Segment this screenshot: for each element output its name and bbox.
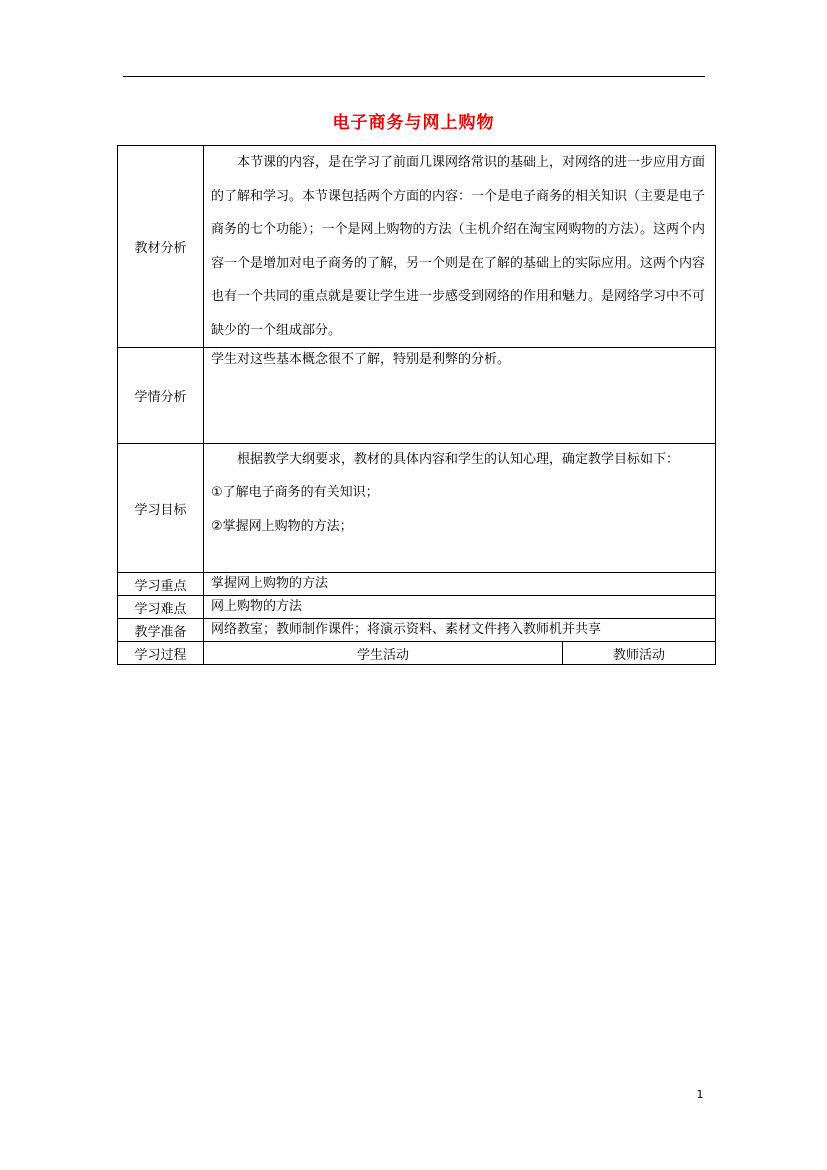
row-key-points	[118, 573, 716, 596]
page-number: 1	[696, 1088, 704, 1101]
content-learning-goals	[204, 444, 716, 573]
label-difficulties: 学习难点	[118, 596, 204, 619]
label-preparation: 教学准备	[118, 619, 204, 642]
row-difficulties	[118, 596, 716, 619]
row-student-analysis	[118, 348, 716, 444]
label-key-points: 学习重点	[118, 573, 204, 596]
content-student-analysis	[204, 348, 716, 444]
content-textbook-analysis	[204, 146, 716, 348]
learning-goal-item: ②掌握网上购物的方法；	[211, 519, 353, 534]
header-student-activity: 学生活动	[204, 642, 563, 665]
lesson-plan-table	[117, 145, 716, 665]
label-process: 学习过程	[118, 642, 204, 665]
content-preparation: 网络教室；教师制作课件；将演示资料、素材文件拷入教师机并共享	[204, 619, 716, 642]
content-difficulties: 网上购物的方法	[204, 596, 716, 619]
header-teacher-activity: 教师活动	[563, 642, 716, 665]
label-learning-goals: 学习目标	[118, 444, 204, 573]
row-learning-goals	[118, 444, 716, 573]
row-textbook-analysis	[118, 146, 716, 348]
row-preparation	[118, 619, 716, 642]
header-rule	[123, 76, 705, 77]
label-student-analysis: 学情分析	[118, 348, 204, 444]
student-analysis-text: 学生对这些基本概念很不了解，特别是利弊的分析。	[211, 352, 511, 367]
learning-goal-item: ①了解电子商务的有关知识；	[211, 485, 379, 500]
row-process	[118, 642, 716, 665]
learning-goals-intro: 根据教学大纲要求，教材的具体内容和学生的认知心理，确定教学目标如下：	[237, 452, 680, 467]
document-title: 电子商务与网上购物	[332, 113, 495, 133]
label-textbook-analysis: 教材分析	[118, 146, 204, 348]
content-key-points: 掌握网上购物的方法	[204, 573, 716, 596]
textbook-analysis-text: 本节课的内容，是在学习了前面几课网络常识的基础上，对网络的进一步应用方面的了解和学习。本节课包括两个方面的内容：一个是电子商务的相关知识（主要是电子商务的七个功能）；一个是网上购物的方法（主机介绍在淘宝网购物的方法）。这两个内容一个是增加对电子商务的了解，另一个则是在了解的基础上的实际应用。这两个内容也有一个共同的重点就是要让学生进一步感受到网络的作用和魅力。是网络学习中不可缺少的一个组成部分。	[211, 155, 706, 338]
